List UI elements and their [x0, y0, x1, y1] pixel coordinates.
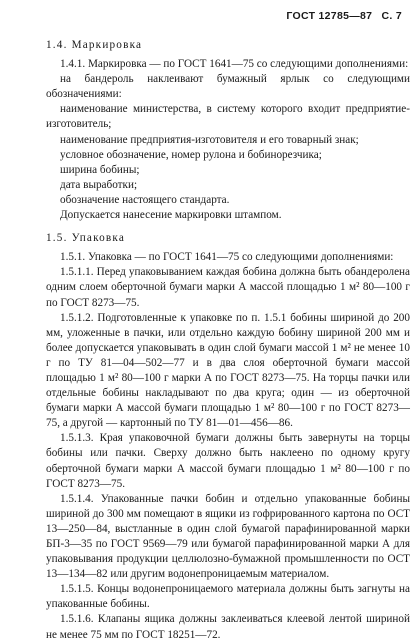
page-header	[280, 9, 402, 24]
paragraph-1-5-1-1: 1.5.1.1. Перед упаковыванием каждая бобина должна быть обандеролена одним слоем оберточной бумаги марки А массой площадью 1 м² 80—100 г по ГОСТ 8273—75.	[46, 266, 410, 309]
paragraph-1-5-1-2: 1.5.1.2. Подготовленные к упаковке по п. 1.5.1 бобины шириной до 200 мм, уложенные в пачки, или отдельно каждую бобину шириной 200 мм и более допускается упаковывать в один слой бумаги массой 1 м² не менее 10 г по ТУ 81—04—502—77 и в два слоя оберточной бумаги массой площадью 1 м² 80—100 г марки А по ГОСТ 8273—75. На торцы пачки или отдельные бобины накладывают по два круга; один — из оберточной бумаги марки А массой бумаги площадью 1 м² 80—100 г по ГОСТ 8273—75, а другой — картонный по ТУ 81—01—456—86.	[46, 311, 410, 430]
paragraph-1-5-1-5: 1.5.1.5. Концы водонепроницаемого материала должны быть загнуты на упакованные бобины.	[46, 583, 410, 611]
list-item: обозначение настоящего стандарта.	[60, 193, 230, 206]
list-item: ширина бобины;	[60, 163, 140, 176]
list-item: дата выработки;	[60, 178, 138, 191]
list-item: наименование предприятия-изготовителя и его товарный знак;	[60, 133, 359, 146]
paragraph-1-4-1: 1.4.1. Маркировка — по ГОСТ 1641—75 со следующими дополнениями:	[60, 58, 409, 71]
list-item: Допускается нанесение маркировки штампом.	[60, 209, 282, 222]
page-number: С. 7	[381, 10, 402, 22]
list-item: условное обозначение, номер рулона и бобинорезчика;	[60, 148, 322, 161]
standard-number: ГОСТ 12785—87	[286, 10, 373, 22]
paragraph-1-5-1-4: 1.5.1.4. Упакованные пачки бобин и отдельно упакованные бобины шириной до 300 мм помещают в ящики из гофрированного картона по ОСТ 13—250—84, выстланные в один слой бумагой парафинированной марки БП-3—35 по ГОСТ 9569—79 или бумагой парафинированной марки А для упаковывания продукции целлюлозно-бумажной промышленности по ОСТ 13—134—82 или другим водонепроницаемым материалом.	[46, 492, 410, 581]
document-body	[46, 36, 410, 643]
list-item: на бандероль наклеивают бумажный ярлык со следующими обозначениями:	[46, 73, 410, 101]
section-title-1-5: 1.5. Упаковка	[46, 232, 126, 245]
section-title-1-4: 1.4. Маркировка	[46, 39, 143, 51]
paragraph-1-5-1-6: 1.5.1.6. Клапаны ящика должны заклеиваться клеевой лентой шириной не менее 75 мм по ГОСТ 18251—72.	[46, 613, 410, 641]
paragraph-1-5-1-3: 1.5.1.3. Края упаковочной бумаги должны быть завернуты на торцы бобины или пачки. Сверху должно быть наклеено по одному кругу оберточной бумаги марки А массой бумаги площадью 1 м² 80—100 г по ГОСТ 8273—75.	[46, 432, 410, 490]
list-item: наименование министерства, в систему которого входит предприятие-изготовитель;	[46, 103, 410, 131]
paragraph-1-5-1: 1.5.1. Упаковка — по ГОСТ 1641—75 со следующими дополнениями:	[60, 251, 394, 264]
